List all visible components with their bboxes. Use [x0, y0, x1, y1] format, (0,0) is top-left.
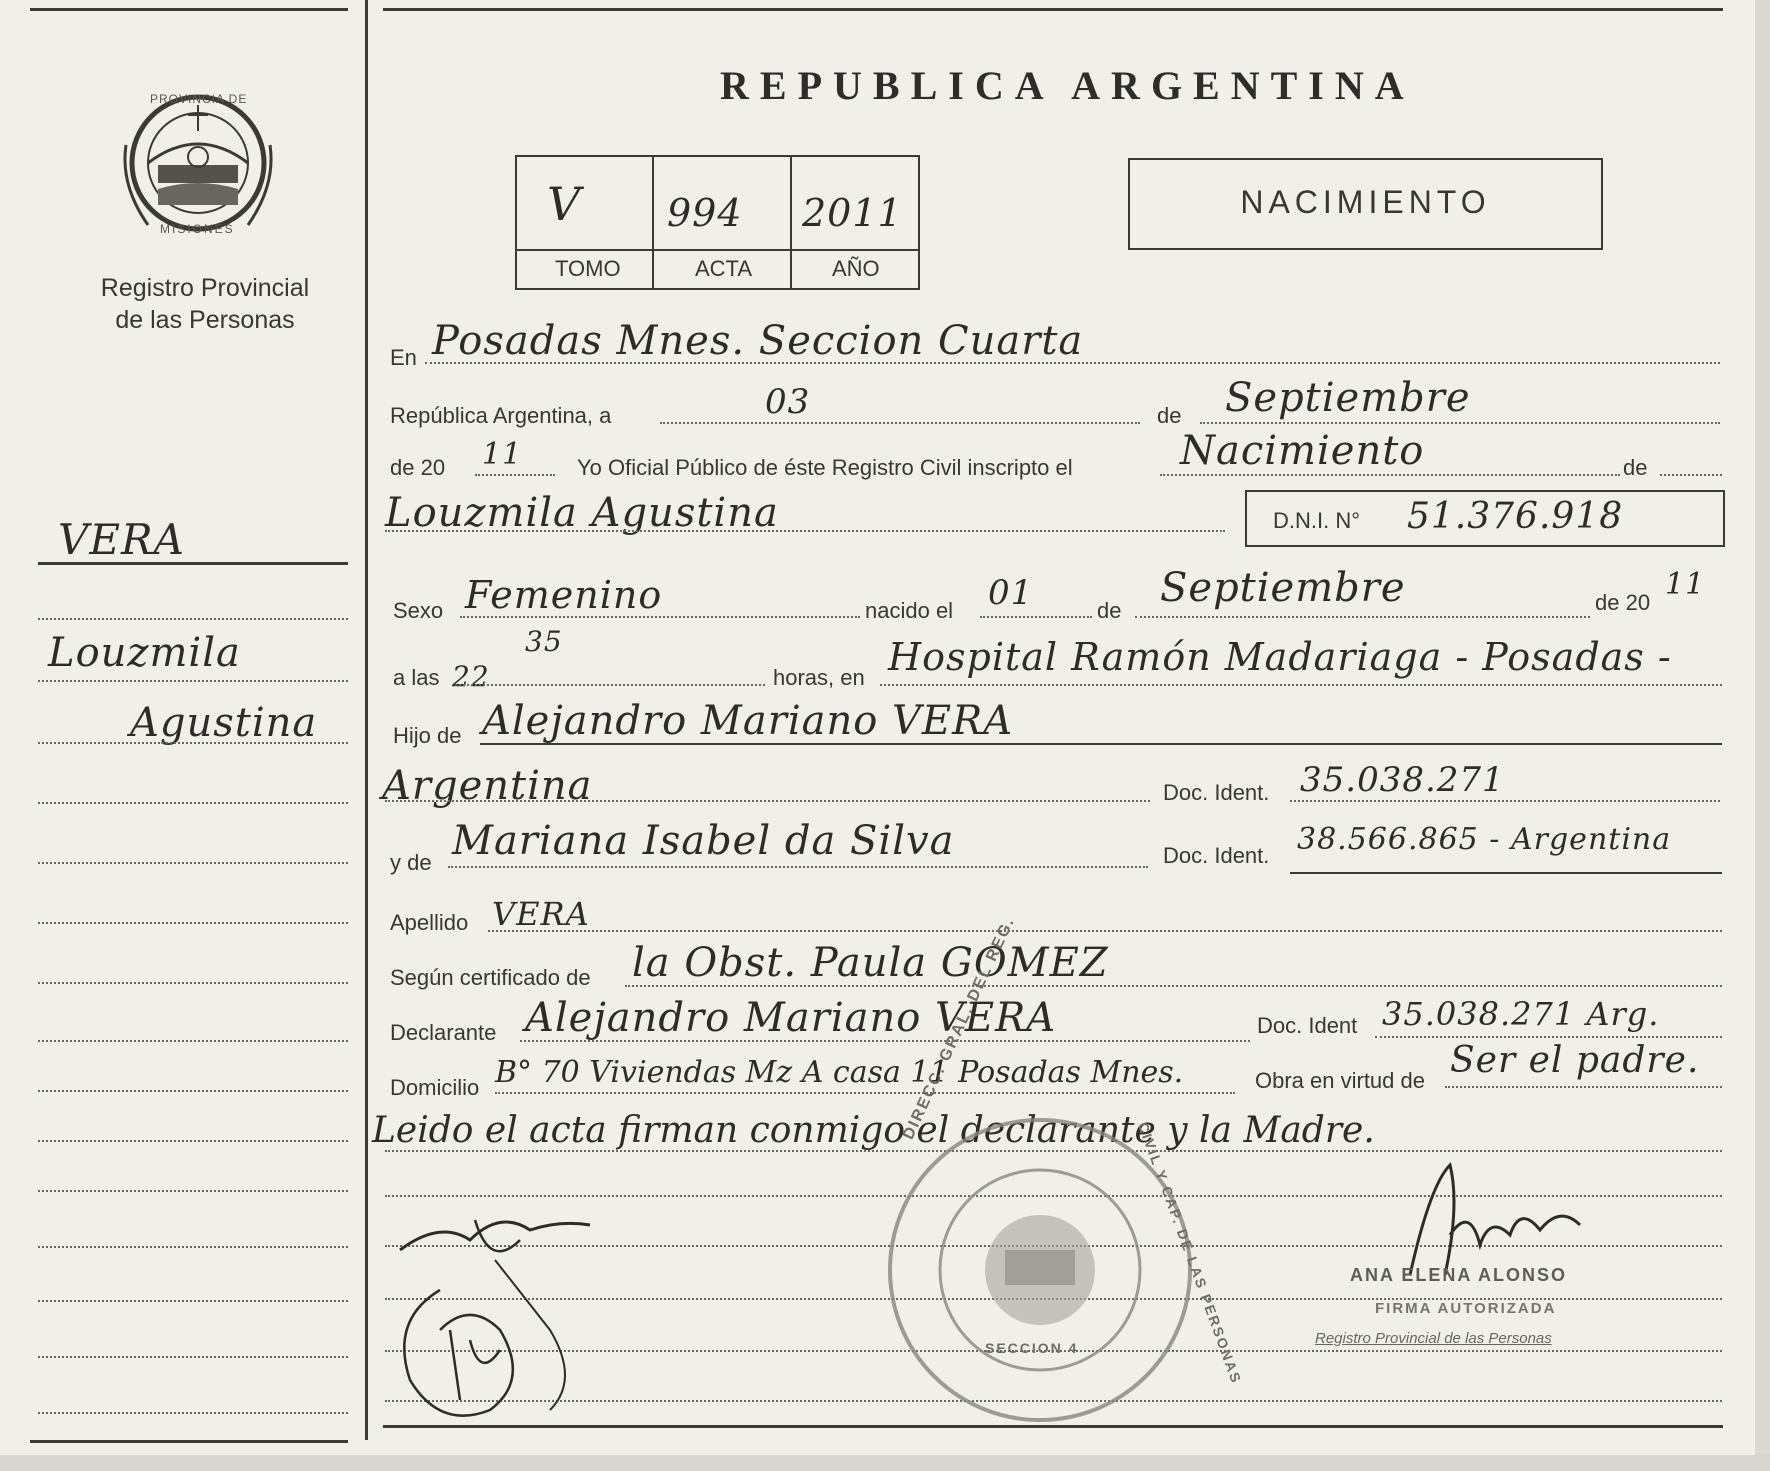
doc-ident-label-3: Doc. Ident [1257, 1013, 1358, 1038]
name-line [385, 530, 1225, 532]
month-value: Septiembre [1225, 375, 1471, 421]
y-de-label: y de [390, 850, 432, 875]
obra-value: Ser el padre. [1450, 1040, 1700, 1081]
margin-line [38, 802, 348, 804]
a-las-label: a las [393, 665, 440, 690]
birth-month-value: Septiembre [1160, 565, 1406, 611]
stamp-text-left: DIRECC. GRAL. DEL REG. [900, 914, 1019, 1143]
declarante-doc-value: 35.038.271 Arg. [1382, 995, 1660, 1033]
tomo-value: V [547, 177, 582, 231]
domicilio-label: Domicilio [390, 1075, 480, 1100]
birth-month-line [1135, 616, 1590, 618]
page-edge-right [1755, 0, 1770, 1471]
father-value: Alejandro Mariano VERA [482, 698, 1014, 744]
top-rule-right [383, 8, 1723, 11]
margin-line [38, 922, 348, 924]
mother-doc-line [1290, 872, 1722, 874]
month-line [1200, 422, 1720, 424]
official-role: FIRMA AUTORIZADA [1375, 1300, 1557, 1317]
de-line-2 [1660, 474, 1722, 476]
margin-line [38, 982, 348, 984]
margin-line [38, 1090, 348, 1092]
de-label: de [1157, 403, 1182, 428]
father-nationality-line [385, 800, 1150, 802]
declarante-label: Declarante [390, 1020, 497, 1045]
anio-label: AÑO [832, 256, 880, 281]
top-rule-left [30, 8, 348, 11]
father-doc-value: 35.038.271 [1300, 760, 1505, 800]
margin-given-name-line2: Agustina [130, 700, 318, 746]
provincial-emblem [118, 85, 278, 245]
record-box [515, 155, 920, 290]
sexo-line [460, 616, 860, 618]
hour-value: 22 [452, 660, 490, 693]
margin-surname-rule [38, 562, 348, 565]
year-value: 11 [482, 437, 523, 472]
year-line [475, 474, 555, 476]
official-name: ANA ELENA ALONSO [1350, 1265, 1568, 1285]
de20-label: de 20 [390, 455, 446, 480]
place-line [880, 684, 1722, 686]
domicilio-value: B° 70 Viviendas Mz A casa 11 Posadas Mnes. [495, 1055, 1184, 1090]
official-registry: Registro Provincial de las Personas [1315, 1330, 1552, 1347]
margin-line [38, 1356, 348, 1358]
en-value: Posadas Mnes. Seccion Cuarta [432, 318, 1084, 364]
margin-line [38, 1246, 348, 1248]
day-value: 03 [765, 382, 811, 422]
dni-value: 51.376.918 [1407, 496, 1624, 537]
father-nationality-value: Argentina [382, 763, 593, 809]
closing-statement: Leido el acta firman conmigo el declarante y la Madre. [372, 1110, 1375, 1151]
obra-label: Obra en virtud de [1255, 1068, 1425, 1093]
apellido-value: VERA [492, 895, 590, 933]
acta-label: ACTA [695, 256, 753, 281]
segun-label: Según certificado de [390, 965, 591, 990]
mother-line [448, 866, 1148, 868]
act-type-label: NACIMIENTO [1240, 184, 1491, 220]
margin-line [38, 1300, 348, 1302]
day-line [660, 422, 1140, 424]
father-line [480, 743, 1722, 745]
apellido-line [488, 930, 1722, 932]
mother-doc-value: 38.566.865 - Argentina [1297, 822, 1672, 857]
inscripto-line [1160, 474, 1620, 476]
birth-year-value: 11 [1665, 567, 1706, 602]
doc-ident-label-2: Doc. Ident. [1163, 843, 1270, 868]
margin-line [38, 1140, 348, 1142]
registry-name [60, 272, 350, 336]
declarante-value: Alejandro Mariano VERA [525, 995, 1057, 1041]
margin-given-name-line1: Louzmila [48, 630, 241, 676]
margin-line [38, 742, 348, 744]
horas-en-label: horas, en [773, 665, 865, 690]
republica-label: República Argentina, a [390, 403, 612, 428]
emblem-bottom-text: MISIONES [160, 222, 235, 236]
margin-line [38, 1040, 348, 1042]
dni-box [1245, 490, 1725, 547]
act-type-box [1128, 158, 1603, 250]
time-line [455, 684, 765, 686]
obra-line [1445, 1086, 1722, 1088]
de-label-2: de [1623, 455, 1648, 480]
tomo-label: TOMO [555, 256, 621, 281]
en-label: En [390, 345, 417, 370]
stamp-text-bottom: SECCION 4 [985, 1340, 1079, 1356]
nacido-label: nacido el [865, 598, 954, 623]
declarant-signature-icon [380, 1180, 660, 1450]
anio-value: 2011 [802, 191, 903, 235]
hijo-de-label: Hijo de [393, 723, 462, 748]
margin-line [38, 1412, 348, 1414]
de20-label-2: de 20 [1595, 590, 1651, 615]
margin-divider [365, 0, 368, 1440]
sexo-label: Sexo [393, 598, 444, 623]
margin-line [38, 680, 348, 682]
bottom-rule-left [30, 1440, 348, 1443]
sexo-value: Femenino [465, 573, 663, 617]
apellido-label: Apellido [390, 910, 469, 935]
country-title: REPUBLICA ARGENTINA [720, 63, 1415, 108]
emblem-top-text: PROVINCIA DE [150, 92, 248, 106]
minute-value: 35 [525, 625, 563, 658]
segun-value: la Obst. Paula GOMEZ [632, 940, 1109, 986]
birth-day-value: 01 [988, 573, 1034, 613]
domicilio-line [495, 1092, 1235, 1094]
registry-name-line2: de las Personas [115, 306, 295, 334]
page-edge-bottom [0, 1455, 1770, 1471]
acta-value: 994 [667, 191, 743, 235]
en-line [425, 362, 1720, 364]
stamp-text-right: CIVIL Y CAP. DE LAS PERSONAS [1134, 1120, 1245, 1387]
registry-name-line1: Registro Provincial [100, 274, 310, 302]
margin-line [38, 1190, 348, 1192]
place-value: Hospital Ramón Madariaga - Posadas - [888, 635, 1672, 679]
yo-oficial-label: Yo Oficial Público de éste Registro Civil inscripto el [577, 455, 1073, 480]
dni-label: D.N.I. N° [1273, 508, 1361, 533]
mother-value: Mariana Isabel da Silva [452, 818, 955, 864]
margin-surname: VERA [58, 515, 185, 564]
birth-day-line [980, 616, 1092, 618]
name-value: Louzmila Agustina [385, 490, 779, 536]
inscripto-value: Nacimiento [1180, 428, 1425, 474]
misiones-seal-icon [118, 85, 278, 245]
father-doc-line [1290, 800, 1720, 802]
margin-line [38, 862, 348, 864]
de-label-3: de [1097, 598, 1122, 623]
margin-line [38, 618, 348, 620]
doc-ident-label: Doc. Ident. [1163, 780, 1270, 805]
segun-line [625, 985, 1722, 987]
declarante-doc-line [1375, 1036, 1722, 1038]
declarante-line [520, 1040, 1250, 1042]
